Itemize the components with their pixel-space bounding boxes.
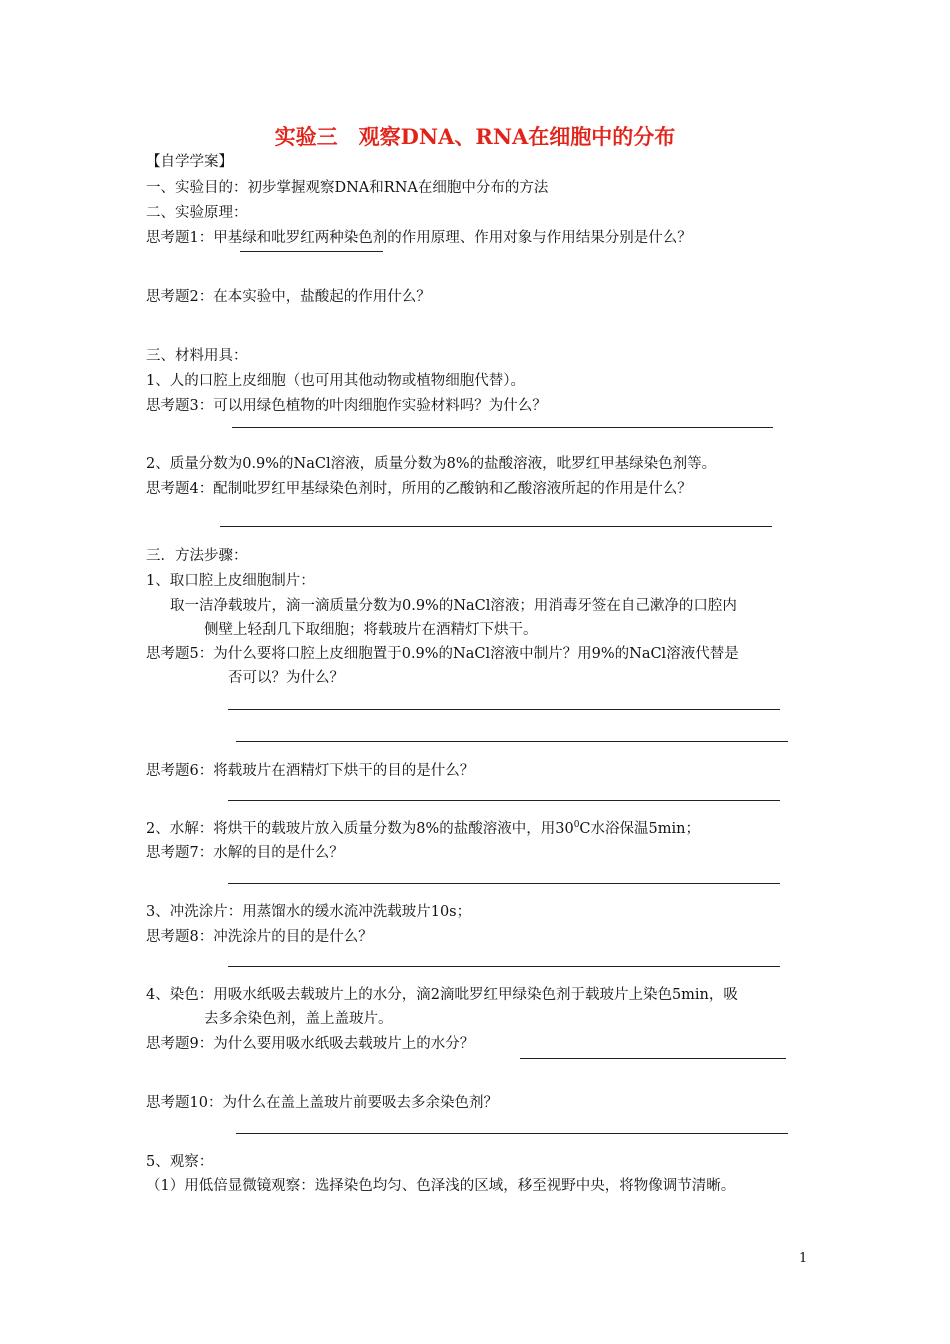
question-9: 思考题9：为什么要用吸水纸吸去载玻片上的水分？: [146, 1036, 475, 1052]
question-6: 思考题6：将载玻片在酒精灯下烘干的目的是什么？: [146, 763, 475, 779]
answer-line: [520, 1058, 786, 1059]
step-5-1: （1）用低倍显微镜观察：选择染色均匀、色泽浅的区域，移至视野中央，将物像调节清晰。: [146, 1178, 736, 1194]
answer-line: [228, 966, 780, 967]
question-4: 思考题4：配制吡罗红甲基绿染色剂时，所用的乙酸钠和乙酸溶液所起的作用是什么？: [146, 481, 692, 497]
answer-line: [240, 251, 383, 252]
step-3: 3、冲洗涂片：用蒸馏水的缓水流冲洗载玻片10s；: [146, 904, 472, 920]
step-2: [146, 819, 700, 839]
question-1: 思考题1：甲基绿和吡罗红两种染色剂的作用原理、作用对象与作用结果分别是什么？: [146, 230, 692, 246]
step-2-text: 2、水解：将烘干的载玻片放入质量分数为8%的盐酸溶液中，用30: [146, 821, 574, 837]
material-2: 2、质量分数为0.9%的NaCl溶液，质量分数为8%的盐酸溶液，吡罗红甲基绿染色剂等。: [146, 456, 717, 472]
question-10: 思考题10：为什么在盖上盖玻片前要吸去多余染色剂？: [146, 1095, 498, 1111]
answer-line: [232, 427, 773, 428]
step-4-continued: 去多余染色剂，盖上盖玻片。: [204, 1011, 393, 1027]
answer-line: [236, 1133, 788, 1134]
step-1: 1、取口腔上皮细胞制片：: [146, 573, 315, 589]
page-title: 实验三 观察DNA、RNA在细胞中的分布: [274, 124, 676, 149]
question-5: 思考题5：为什么要将口腔上皮细胞置于0.9%的NaCl溶液中制片？用9%的NaCl溶液代替是: [146, 646, 739, 662]
question-8: 思考题8：冲洗涂片的目的是什么？: [146, 929, 373, 945]
answer-line: [228, 800, 780, 801]
question-3: 思考题3：可以用绿色植物的叶肉细胞作实验材料吗？为什么？: [146, 398, 547, 414]
page-number: 1: [799, 1251, 808, 1266]
step-4: 4、染色：用吸水纸吸去载玻片上的水分，滴2滴吡罗红甲绿染色剂于载玻片上染色5min，吸: [146, 987, 738, 1003]
question-7: 思考题7：水解的目的是什么？: [146, 845, 344, 861]
degree-superscript: 0: [573, 820, 580, 831]
step-2-text-end: C水浴保温5min；: [579, 821, 700, 837]
section-method-heading: 三．方法步骤：: [146, 548, 248, 564]
answer-line: [220, 526, 772, 527]
section-purpose: 一、实验目的：初步掌握观察DNA和RNA在细胞中分布的方法: [146, 180, 549, 196]
subtitle: 【自学学案】: [146, 154, 233, 170]
question-5-continued: 否可以？为什么？: [228, 670, 344, 686]
step-5: 5、观察：: [146, 1154, 214, 1170]
section-principle-heading: 二、实验原理：: [146, 205, 248, 221]
step-1-description: 取一洁净载玻片，滴一滴质量分数为0.9%的NaCl溶液；用消毒牙签在自己漱净的口腔内: [170, 598, 737, 614]
material-1: 1、人的口腔上皮细胞（也可用其他动物或植物细胞代替）。: [146, 373, 525, 389]
section-materials-heading: 三、材料用具：: [146, 348, 248, 364]
answer-line: [236, 741, 788, 742]
answer-line: [228, 709, 780, 710]
step-1-description-continued: 侧壁上轻刮几下取细胞；将载玻片在酒精灯下烘干。: [204, 622, 538, 638]
question-2: 思考题2：在本实验中，盐酸起的作用什么？: [146, 289, 431, 305]
answer-line: [228, 883, 780, 884]
